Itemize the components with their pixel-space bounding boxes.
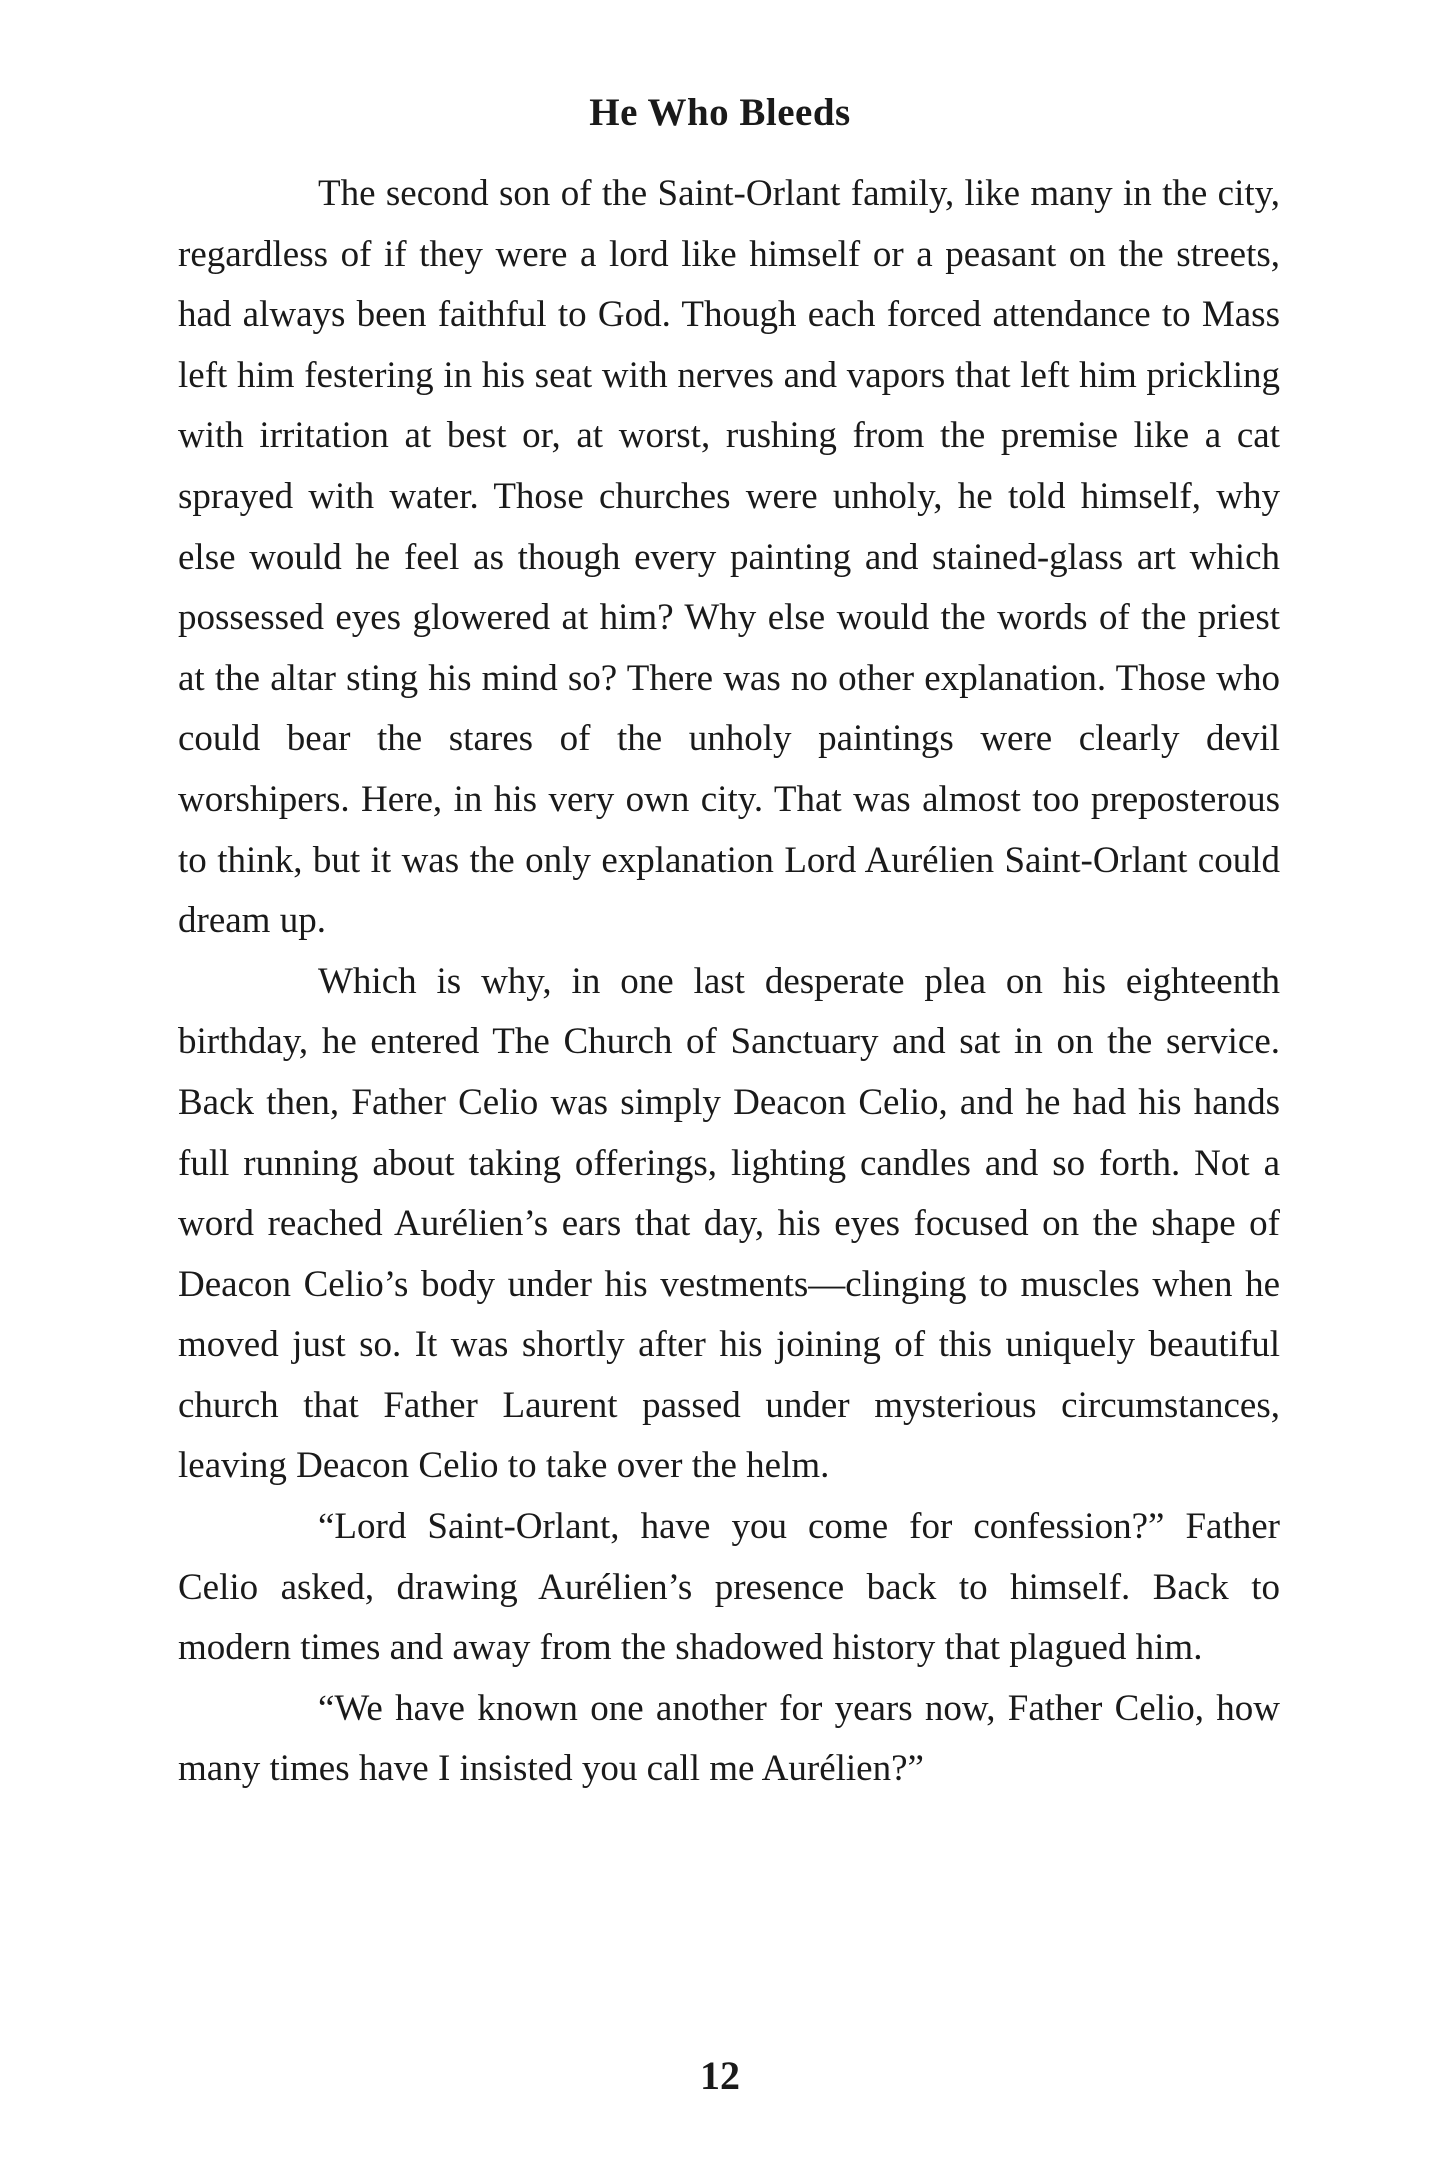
body-text (178, 164, 1280, 1800)
running-head-title: He Who Bleeds (589, 91, 851, 134)
paragraph-4: “We have known one another for years now, Father Celio, how many times have I insisted you call me Aurélien?” (178, 1687, 1280, 1790)
paragraph-3: “Lord Saint-Orlant, have you come for confession?” Father Celio asked, drawing Aurélien’s presence back to himself. Back to modern times and away from the shadowed history that plagued him. (178, 1506, 1280, 1669)
page-number: 12 (700, 2053, 740, 2098)
paragraph-2: Which is why, in one last desperate plea on his eighteenth birthday, he entered The Church of Sanctuary and sat in on the service. Back then, Father Celio was simply Deacon Celio, and he had his hands full running about taking offerings, lighting candles and so forth. Not a word reached Aurélien’s ears that day, his eyes focused on the shape of Deacon Celio’s body under his vestments—clinging to muscles when he moved just so. It was shortly after his joining of this uniquely beautiful church that Father Laurent passed under mysterious circumstances, leaving Deacon Celio to take over the helm. (178, 960, 1280, 1487)
paragraph-1: The second son of the Saint-Orlant family, like many in the city, regardless of if they were a lord like himself or a peasant on the streets, had always been faithful to God. Though each forced attendance to Mass left him festering in his seat with nerves and vapors that left him prickling with irritation at best or, at worst, rushing from the premise like a cat sprayed with water. Those churches were unholy, he told himself, why else would he feel as though every painting and stained-glass art which possessed eyes glowered at him? Why else would the words of the priest at the altar sting his mind so? There was no other explanation. Those who could bear the stares of the unholy paintings were clearly devil worshipers. Here, in his very own city. That was almost too preposterous to think, but it was the only explanation Lord Aurélien Saint-Orlant could dream up. (178, 173, 1280, 942)
